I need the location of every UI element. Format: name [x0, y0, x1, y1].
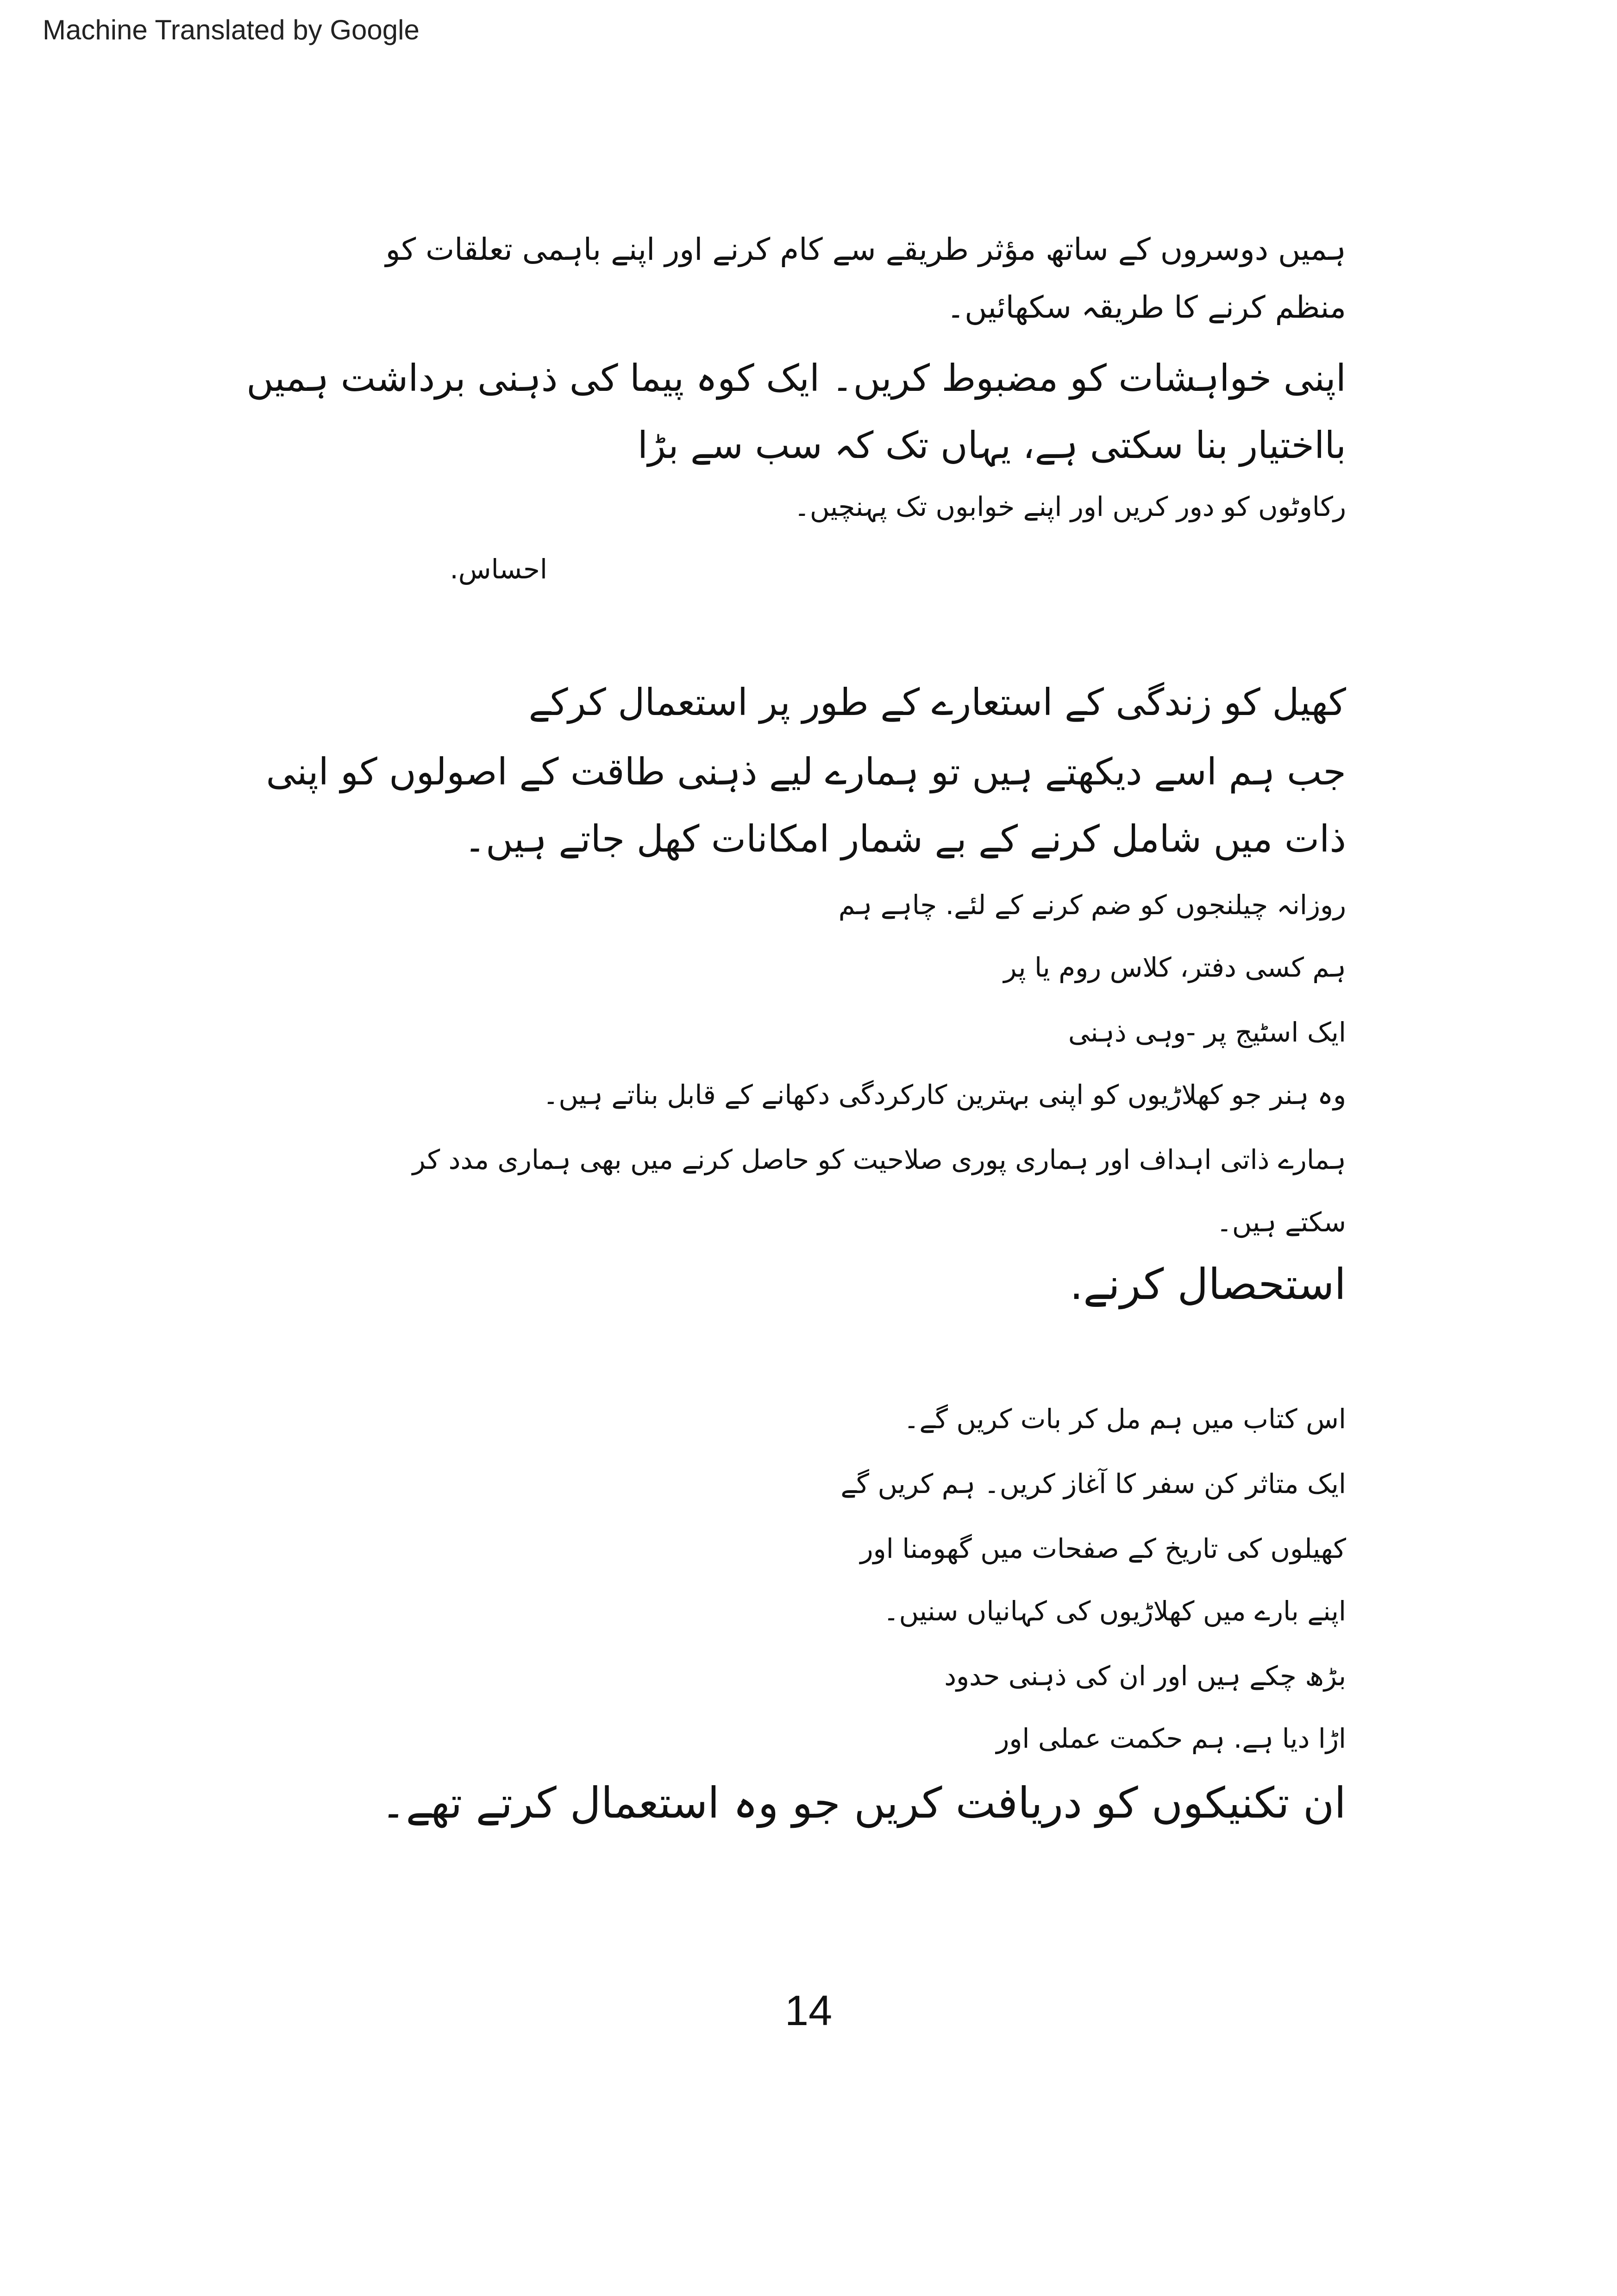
paragraph-line: ان تکنیکوں کو دریافت کریں جو وہ استعمال کرتے تھے۔	[381, 1778, 1346, 1828]
paragraph-line: وہ ہنر جو کھلاڑیوں کو اپنی بہترین کارکردگی دکھانے کے قابل بناتے ہیں۔	[543, 1079, 1346, 1110]
paragraph-line: رکاوٹوں کو دور کریں اور اپنے خوابوں تک پہنچیں۔	[794, 491, 1346, 522]
paragraph-line: بڑھ چکے ہیں اور ان کی ذہنی حدود	[944, 1660, 1346, 1692]
paragraph-line: روزانہ چیلنجوں کو ضم کرنے کے لئے. چاہے ہم	[838, 889, 1346, 921]
paragraph-line: کھیلوں کی تاریخ کے صفحات میں گھومنا اور	[860, 1533, 1346, 1564]
paragraph-line: ہم کسی دفتر، کلاس روم یا پر	[1003, 952, 1346, 983]
paragraph-line: ایک متاثر کن سفر کا آغاز کریں۔ ہم کریں گے	[840, 1468, 1346, 1499]
paragraph-line: اپنی خواہشات کو مضبوط کریں۔ ایک کوہ پیما کی ذہنی برداشت ہمیں	[246, 357, 1346, 400]
paragraph-line: ہمارے ذاتی اہداف اور ہماری پوری صلاحیت کو حاصل کرنے میں بھی ہماری مدد کر	[412, 1144, 1346, 1175]
paragraph-line: اڑا دیا ہے. ہم حکمت عملی اور	[996, 1723, 1346, 1754]
page-number: 14	[784, 1987, 833, 2034]
machine-translation-header: Machine Translated by Google	[43, 14, 420, 45]
paragraph-line: استحصال کرنے.	[1069, 1260, 1346, 1309]
paragraph-line: سکتے ہیں۔	[1216, 1206, 1346, 1238]
paragraph-line: ذات میں شامل کرنے کے بے شمار امکانات کھل جاتے ہیں۔	[464, 817, 1346, 860]
paragraph-line: اس کتاب میں ہم مل کر بات کریں گے۔	[903, 1403, 1346, 1435]
paragraph-line: ہمیں دوسروں کے ساتھ مؤثر طریقے سے کام کرنے اور اپنے باہمی تعلقات کو	[385, 232, 1346, 267]
paragraph-line: ایک اسٹیج پر -وہی ذہنی	[1068, 1016, 1346, 1048]
paragraph-line: اپنے بارے میں کھلاڑیوں کی کہانیاں سنیں۔	[883, 1595, 1346, 1627]
paragraph-line: بااختیار بنا سکتی ہے، یہاں تک کہ سب سے بڑا	[637, 424, 1346, 467]
paragraph-line: کھیل کو زندگی کے استعارے کے طور پر استعمال کرکے	[528, 681, 1346, 724]
paragraph-line: احساس.	[450, 553, 547, 585]
paragraph-line: جب ہم اسے دیکھتے ہیں تو ہمارے لیے ذہنی طاقت کے اصولوں کو اپنی	[266, 750, 1346, 793]
paragraph-line: منظم کرنے کا طریقہ سکھائیں۔	[946, 289, 1346, 325]
